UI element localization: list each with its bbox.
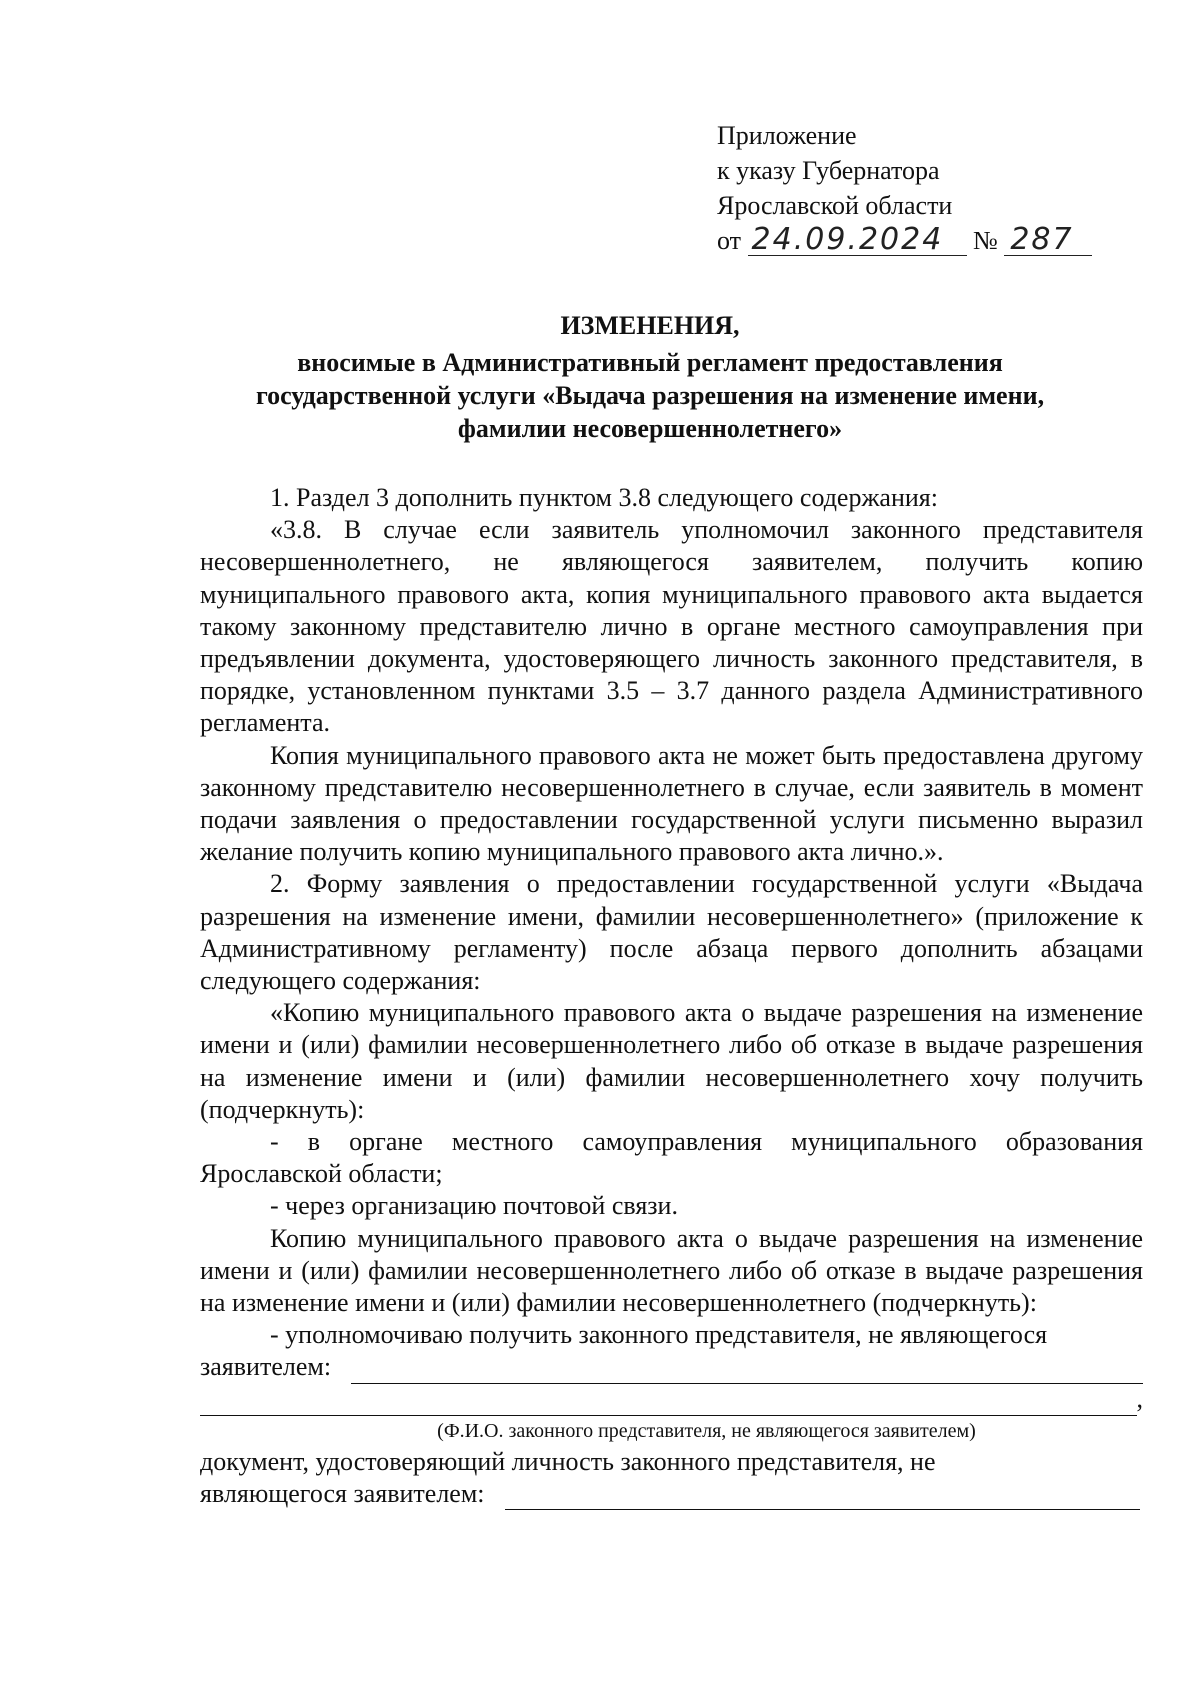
handwritten-number: 287 bbox=[1004, 225, 1092, 256]
representative-name-line bbox=[200, 1351, 1143, 1383]
document-line bbox=[200, 1478, 1140, 1510]
document-title bbox=[180, 309, 1120, 445]
title-sub-1: вносимые в Административный регламент предоставления bbox=[297, 348, 1003, 377]
paragraph-5: «Копию муниципального правового акта о выдаче разрешения на изменение имени и (или) фамилии несовершеннолетнего либо об отказе в выдаче разрешения на изменение имени и (или) фамилии несовершеннолетнего хочу получить (подчеркнуть): bbox=[200, 998, 1143, 1124]
paragraph-8: Копию муниципального правового акта о выдаче разрешения на изменение имени и (или) фамилии несовершеннолетнего либо об отказе в выдаче разрешения на изменение имени и (или) фамилии несовершеннолетнего (подчеркнуть): bbox=[200, 1223, 1143, 1318]
blank-field bbox=[200, 1391, 1137, 1416]
field-caption: (Ф.И.О. законного представителя, не являющегося заявителем) bbox=[437, 1419, 976, 1442]
paragraph-2: «3.8. В случае если заявитель уполномочил законного представителя несовершеннолетнего, не являющегося заявителем, получить копию муниципального правового акта, копия муниципального правового акта выдается такому законному представителю лично в органе местного самоуправления при предъявлении документа, удостоверяющего личность законного представителя, в порядке, установленном пунктами 3.5 – 3.7 данного раздела Административного регламента. bbox=[200, 515, 1143, 738]
appendix-line-1: Приложение bbox=[717, 121, 857, 150]
number-label: № bbox=[973, 226, 998, 255]
name-continuation-line bbox=[200, 1384, 1143, 1416]
trailing-comma: , bbox=[1136, 1384, 1143, 1414]
paragraph-3: Копия муниципального правового акта не может быть предоставлена другому законному представителю несовершеннолетнего в случае, если заявитель в момент подачи заявления о предоставлении государственной услуги письменно выразил желание получить копию муниципального правового акта лично.». bbox=[200, 740, 1143, 867]
from-label: от bbox=[717, 226, 742, 255]
title-sub-3: фамилии несовершеннолетнего» bbox=[457, 414, 843, 443]
applicant-label: заявителем: bbox=[200, 1352, 332, 1382]
appendix-date-line bbox=[717, 223, 1092, 258]
paragraph-1: 1. Раздел 3 дополнить пунктом 3.8 следующего содержания: bbox=[270, 483, 938, 512]
appendix-block bbox=[717, 118, 1092, 258]
title-main: ИЗМЕНЕНИЯ, bbox=[560, 311, 740, 340]
paragraph-4: 2. Форму заявления о предоставлении государственной услуги «Выдача разрешения на изменение имени, фамилии несовершеннолетнего» (приложение к Административному регламенту) после абзаца первого дополнить абзацами следующего содержания: bbox=[200, 869, 1143, 996]
appendix-line-2: к указу Губернатора bbox=[717, 156, 940, 185]
applicant-document-label: являющегося заявителем: bbox=[200, 1478, 485, 1508]
title-sub-2: государственной услуги «Выдача разрешения на изменение имени, bbox=[255, 381, 1045, 410]
handwritten-date: 24.09.2024 bbox=[748, 225, 967, 256]
paragraph-6: - в органе местного самоуправления муниципального образования Ярославской области; bbox=[200, 1127, 1143, 1189]
blank-field bbox=[505, 1485, 1140, 1510]
paragraph-9: - уполномочиваю получить законного представителя, не являющегося bbox=[270, 1320, 1048, 1350]
paragraph-7: - через организацию почтовой связи. bbox=[270, 1191, 678, 1221]
paragraph-10: документ, удостоверяющий личность законного представителя, не bbox=[200, 1446, 936, 1476]
document-body bbox=[200, 482, 1143, 1510]
blank-field bbox=[351, 1359, 1143, 1384]
appendix-line-3: Ярославской области bbox=[717, 191, 953, 220]
